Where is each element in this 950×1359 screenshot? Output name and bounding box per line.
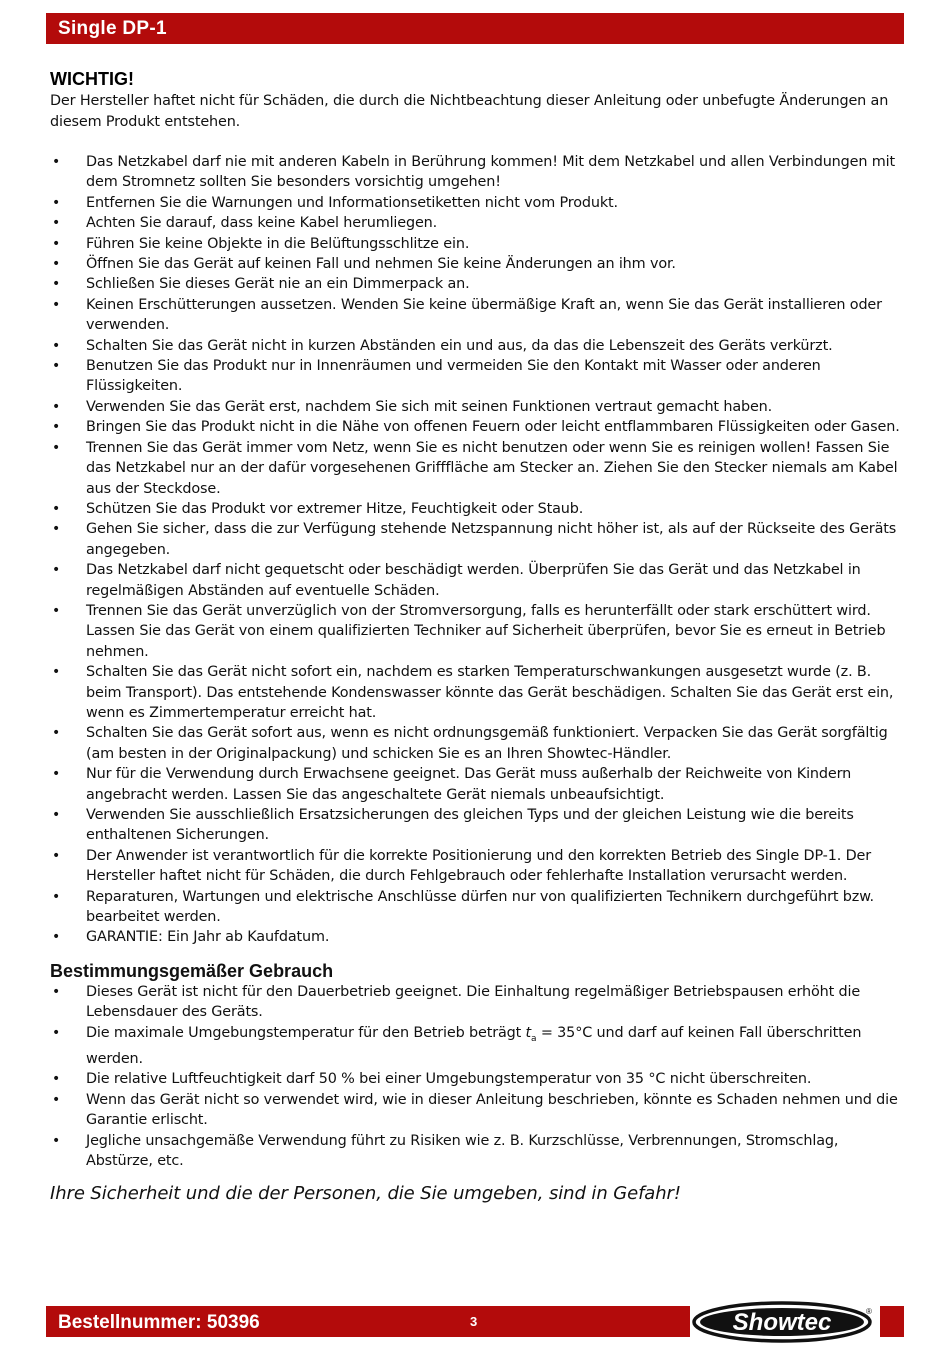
bullet-icon: •: [52, 847, 61, 864]
bullet-icon: •: [52, 256, 61, 273]
bullet-icon: •: [52, 1091, 61, 1108]
list-item: [50, 356, 902, 397]
order-number: Bestellnummer: 50396: [58, 1312, 260, 1333]
list-item: [50, 764, 902, 805]
usage-item-text: Dieses Gerät ist nicht für den Dauerbetrieb geeignet. Die Einhaltung regelmäßiger Betriebspausen erhöht die Lebensdauer des Geräts.: [86, 983, 861, 1021]
list-item: [50, 1069, 902, 1089]
usage-item-text: Die maximale Umgebungstemperatur für den Betrieb beträgt: [86, 1024, 526, 1041]
bullet-icon: •: [52, 983, 61, 1000]
bullet-icon: •: [52, 725, 61, 742]
list-item: [50, 805, 902, 846]
usage-item-text: Jegliche unsachgemäße Verwendung führt zu Risiken wie z. B. Kurzschlüsse, Verbrennungen, Stromschlag, Abstürze, etc.: [86, 1132, 839, 1169]
wichtig-heading: WICHTIG!: [50, 69, 134, 89]
list-item: [50, 1090, 902, 1131]
safety-item-text: Der Anwender ist verantwortlich für die korrekte Positionierung und den korrekten Betrieb des Single DP-1. Der Hersteller haftet nicht für Schäden, die durch Fehlgebrauch oder fehlerhafte Installation verursacht werden.: [86, 847, 871, 885]
safety-item-text: Schließen Sie dieses Gerät nie an ein Dimmerpack an.: [86, 276, 470, 293]
safety-item-text: Schalten Sie das Gerät nicht sofort ein, nachdem es starken Temperaturschwankungen ausgesetzt wurde (z. B. beim Transport). Das entstehende Kondenswasser könnte das Gerät beschädigen. Schalten Sie das Gerät erst ein, wenn es Zimmertemperatur erreicht hat.: [86, 664, 894, 721]
list-item: [50, 846, 902, 887]
temperature-symbol: t: [525, 1024, 532, 1041]
safety-item-text: Benutzen Sie das Produkt nur in Innenräumen und vermeiden Sie den Kontakt mit Wasser oder anderen Flüssigkeiten.: [86, 358, 821, 395]
bullet-icon: •: [52, 500, 61, 517]
list-item: [50, 417, 902, 437]
safety-item-text: Trennen Sie das Gerät unverzüglich von der Stromversorgung, falls es herunterfällt oder stark erschüttert wird. Lassen Sie das Gerät von einem qualifizierten Techniker auf Sicherheit überprüfen, bevor Sie es erneut in Betrieb nehmen.: [86, 602, 886, 660]
header-bar: [46, 13, 904, 44]
bullet-icon: •: [52, 602, 61, 619]
safety-item-text: Führen Sie keine Objekte in die Belüftungsschlitze ein.: [86, 235, 470, 252]
safety-item-text: Gehen Sie sicher, dass die zur Verfügung stehende Netzspannung nicht höher ist, als auf der Rückseite des Geräts angegeben.: [86, 521, 897, 558]
bullet-icon: •: [52, 929, 61, 946]
safety-item-text: Nur für die Verwendung durch Erwachsene geeignet. Das Gerät muss außerhalb der Reichweite von Kindern angebracht werden. Lassen Sie das angeschaltete Gerät niemals unbeaufsichtigt.: [86, 766, 852, 803]
bullet-icon: •: [52, 1071, 61, 1088]
list-item: [50, 560, 902, 601]
usage-item-text: Die relative Luftfeuchtigkeit darf 50 % bei einer Umgebungstemperatur von 35 °C nicht überschreiten.: [86, 1071, 812, 1088]
list-item: [50, 519, 902, 560]
bullet-icon: •: [52, 419, 61, 436]
usage-list: [50, 982, 902, 1172]
list-item: [50, 887, 902, 928]
safety-item-text: Das Netzkabel darf nicht gequetscht oder beschädigt werden. Überprüfen Sie das Gerät und das Netzkabel in regelmäßigen Abständen auf eventuelle Schäden.: [86, 562, 861, 599]
bullet-icon: •: [52, 888, 61, 905]
wichtig-intro: Der Hersteller haftet nicht für Schäden, die durch die Nichtbeachtung dieser Anleitung oder unbefugte Änderungen an diesem Produkt entstehen.: [50, 93, 889, 130]
safety-item-text: Entfernen Sie die Warnungen und Informationsetiketten nicht vom Produkt.: [86, 194, 618, 211]
list-item: [50, 438, 902, 499]
list-item: [50, 601, 902, 662]
document-title: Single DP-1: [58, 18, 167, 39]
list-item: [50, 1023, 902, 1070]
safety-item-text: Reparaturen, Wartungen und elektrische Anschlüsse dürfen nur von qualifizierten Technikern durchgeführt bzw. bearbeitet werden.: [86, 888, 874, 926]
list-item: [50, 723, 902, 764]
usage-item-text: = 35°C und darf auf keinen Fall überschritten werden.: [86, 1024, 862, 1067]
bullet-icon: •: [52, 766, 61, 783]
bullet-icon: •: [52, 664, 61, 681]
list-item: [50, 1131, 902, 1172]
safety-list: [50, 152, 902, 948]
closing-warning: Ihre Sicherheit und die der Personen, die Sie umgeben, sind in Gefahr!: [50, 1183, 681, 1205]
list-item: [50, 193, 902, 213]
safety-item-text: Achten Sie darauf, dass keine Kabel herumliegen.: [86, 215, 438, 232]
bullet-icon: •: [52, 154, 61, 170]
list-item: [50, 982, 902, 1023]
safety-item-text: Schalten Sie das Gerät sofort aus, wenn es nicht ordnungsgemäß funktioniert. Verpacken Sie das Gerät sorgfältig (am besten in der Originalpackung) und schicken Sie es an Ihren Showtec-Händler.: [86, 725, 888, 762]
usage-heading: Bestimmungsgemäßer Gebrauch: [50, 960, 334, 981]
page-content: [50, 68, 902, 1206]
bullet-icon: •: [52, 1132, 61, 1149]
bullet-icon: •: [52, 337, 61, 354]
bullet-icon: •: [52, 358, 61, 375]
showtec-logo: [690, 1300, 880, 1344]
bullet-icon: •: [52, 194, 61, 211]
bullet-icon: •: [52, 1024, 61, 1041]
list-item: [50, 274, 902, 294]
bullet-icon: •: [52, 439, 61, 456]
safety-item-text: Verwenden Sie das Gerät erst, nachdem Sie sich mit seinen Funktionen vertraut gemacht haben.: [86, 398, 773, 415]
bullet-icon: •: [52, 807, 61, 823]
safety-item-text: GARANTIE: Ein Jahr ab Kaufdatum.: [86, 929, 330, 946]
page-number: 3: [470, 1314, 478, 1329]
list-item: [50, 662, 902, 723]
safety-item-text: Trennen Sie das Gerät immer vom Netz, wenn Sie es nicht benutzen oder wenn Sie es reinigen wollen! Fassen Sie das Netzkabel nur an der dafür vorgesehenen Grifffläche am Stecker an. Ziehen Sie den Stecker niemals am Kabel aus der Steckdose.: [86, 439, 898, 497]
list-item: [50, 397, 902, 417]
bullet-icon: •: [52, 296, 61, 313]
list-item: [50, 254, 902, 274]
list-item: [50, 295, 902, 336]
logo-registered-mark: ®: [866, 1307, 872, 1316]
list-item: [50, 927, 902, 947]
safety-item-text: Schützen Sie das Produkt vor extremer Hitze, Feuchtigkeit oder Staub.: [86, 500, 584, 517]
safety-item-text: Keinen Erschütterungen aussetzen. Wenden Sie keine übermäßige Kraft an, wenn Sie das Gerät installieren oder verwenden.: [86, 296, 882, 334]
bullet-icon: •: [52, 235, 61, 252]
bullet-icon: •: [52, 215, 61, 232]
bullet-icon: •: [52, 276, 61, 293]
logo-wordmark: Showtec: [732, 1309, 832, 1336]
safety-item-text: Öffnen Sie das Gerät auf keinen Fall und nehmen Sie keine Änderungen an ihm vor.: [86, 256, 676, 273]
bullet-icon: •: [52, 521, 61, 538]
list-item: [50, 234, 902, 254]
safety-item-text: Das Netzkabel darf nie mit anderen Kabeln in Berührung kommen! Mit dem Netzkabel und allen Verbindungen mit dem Stromnetz sollten Sie besonders vorsichtig umgehen!: [86, 154, 895, 191]
list-item: [50, 152, 902, 193]
safety-item-text: Verwenden Sie ausschließlich Ersatzsicherungen des gleichen Typs und der gleichen Leistung wie die bereits enthaltenen Sicherungen.: [86, 807, 854, 844]
safety-item-text: Schalten Sie das Gerät nicht in kurzen Abständen ein und aus, da das die Lebenszeit des Geräts verkürzt.: [86, 337, 833, 354]
usage-item-text: Wenn das Gerät nicht so verwendet wird, wie in dieser Anleitung beschrieben, könnte es Schaden nehmen und die Garantie erlischt.: [86, 1091, 898, 1129]
temperature-subscript: a: [531, 1033, 537, 1044]
showtec-logo-icon: [690, 1300, 880, 1344]
safety-item-text: Bringen Sie das Produkt nicht in die Nähe von offenen Feuern oder leicht entflammbaren Flüssigkeiten oder Gasen.: [86, 419, 900, 436]
list-item: [50, 213, 902, 233]
list-item: [50, 336, 902, 356]
bullet-icon: •: [52, 398, 61, 415]
bullet-icon: •: [52, 562, 61, 579]
list-item: [50, 499, 902, 519]
